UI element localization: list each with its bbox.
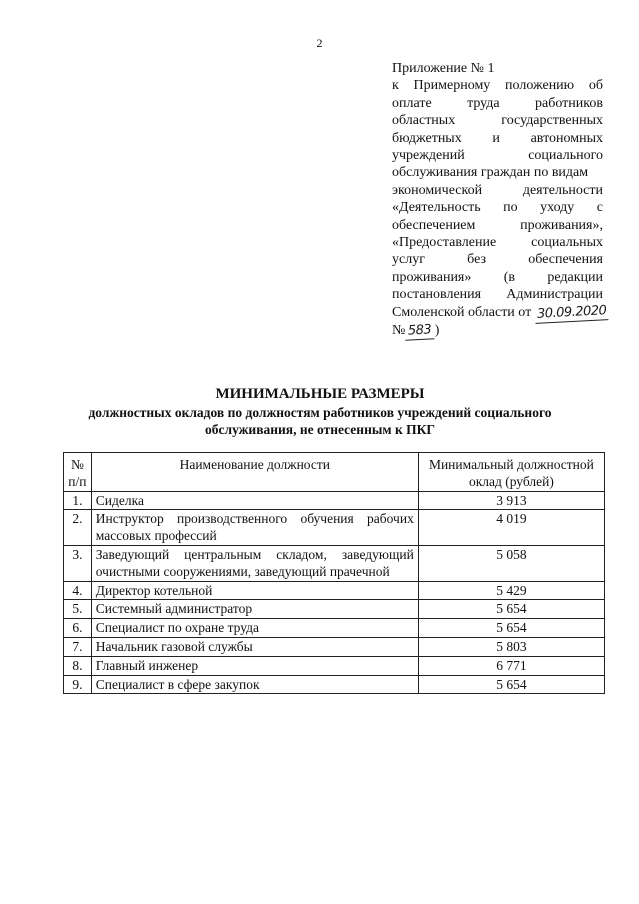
appendix-line: Приложение № 1 — [392, 61, 495, 76]
appendix-block — [392, 60, 607, 341]
row-position: Главный инженер — [91, 656, 418, 675]
row-position: Директор котельной — [91, 581, 418, 600]
appendix-line: проживания» (в редакции — [392, 269, 603, 285]
row-salary: 5 654 — [418, 619, 604, 638]
appendix-line: «Предоставление социальных — [392, 235, 603, 251]
row-salary: 5 654 — [418, 675, 604, 694]
header-position: Наименование должности — [91, 453, 418, 492]
table-row — [64, 581, 605, 600]
table-row — [64, 675, 605, 694]
appendix-line: «Деятельность по уходу с — [392, 200, 603, 216]
row-position: Инструктор производственного обучения рабочих массовых профессий — [91, 510, 418, 546]
table-row — [64, 656, 605, 675]
row-number: 7. — [64, 637, 92, 656]
row-number: 9. — [64, 675, 92, 694]
appendix-line: областных государственных — [392, 113, 603, 129]
row-salary: 5 803 — [418, 637, 604, 656]
header-salary: Минимальный должностной оклад (рублей) — [418, 453, 604, 492]
title-line-1: МИНИМАЛЬНЫЕ РАЗМЕРЫ — [215, 386, 425, 402]
closing-parenthesis: ) — [434, 323, 440, 339]
table-row — [64, 491, 605, 510]
appendix-line: постановления Администрации — [392, 287, 603, 303]
appendix-line: оплате труда работников — [392, 95, 603, 111]
row-salary: 4 019 — [418, 510, 604, 546]
row-position: Начальник газовой службы — [91, 637, 418, 656]
row-salary: 5 429 — [418, 581, 604, 600]
appendix-line: обслуживания граждан по видам — [392, 165, 589, 181]
table-row — [64, 637, 605, 656]
appendix-line: учреждений социального — [392, 148, 603, 164]
document-title — [40, 385, 600, 438]
header-number: № п/п — [64, 453, 92, 492]
appendix-line: к Примерному положению об — [392, 78, 603, 94]
appendix-line: обеспечением проживания», — [392, 217, 603, 233]
table-row — [64, 619, 605, 638]
row-position: Специалист в сфере закупок — [91, 675, 418, 694]
row-number: 1. — [64, 491, 92, 510]
title-line-2: должностных окладов по должностям работников учреждений социального — [88, 405, 552, 420]
handwritten-number: 583 — [405, 321, 435, 341]
row-number: 4. — [64, 581, 92, 600]
appendix-resolution-number-line — [392, 322, 603, 340]
appendix-line: бюджетных и автономных — [392, 130, 603, 146]
row-number: 6. — [64, 619, 92, 638]
appendix-line: услуг без обеспечения — [392, 252, 603, 268]
table-header-row — [64, 453, 605, 492]
table-row — [64, 545, 605, 581]
row-number: 3. — [64, 545, 92, 581]
title-line-3: обслуживания, не отнесенным к ПКГ — [205, 422, 435, 437]
row-number: 2. — [64, 510, 92, 546]
row-salary: 5 058 — [418, 545, 604, 581]
table-row — [64, 510, 605, 546]
handwritten-date: 30.09.2020 — [534, 302, 608, 324]
row-salary: 6 771 — [418, 656, 604, 675]
row-position: Заведующий центральным складом, заведующий очистными сооружениями, заведующий прачечной — [91, 545, 418, 581]
number-sign: № — [392, 323, 406, 339]
row-salary: 3 913 — [418, 491, 604, 510]
salary-table — [63, 452, 605, 694]
row-number: 8. — [64, 656, 92, 675]
row-number: 5. — [64, 600, 92, 619]
appendix-line: Смоленской области от — [392, 304, 532, 320]
table-row — [64, 600, 605, 619]
row-position: Специалист по охране труда — [91, 619, 418, 638]
row-position: Сиделка — [91, 491, 418, 510]
appendix-resolution-date-line — [392, 302, 607, 322]
row-salary: 5 654 — [418, 600, 604, 619]
row-position: Системный администратор — [91, 600, 418, 619]
appendix-line: экономической деятельности — [392, 182, 603, 198]
page-number: 2 — [316, 36, 323, 50]
